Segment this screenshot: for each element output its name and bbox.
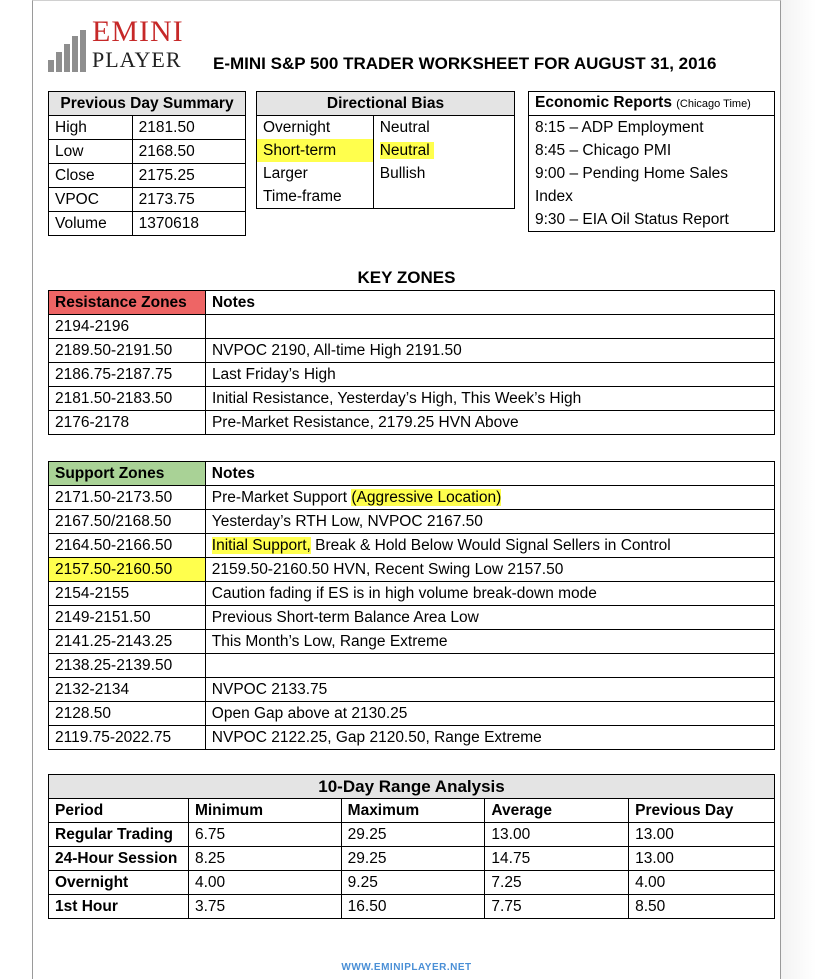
list-item (529, 162, 775, 185)
page-title: E-MINI S&P 500 TRADER WORKSHEET FOR AUGUST 31, 2016 (213, 54, 717, 73)
table-row (257, 162, 515, 185)
page-shadow (781, 0, 816, 979)
table-row (49, 510, 775, 534)
zone-cell: 2181.50-2183.50 (49, 387, 206, 411)
economic-item: 8:45 – Chicago PMI (529, 139, 775, 162)
zone-cell: 2149-2151.50 (49, 606, 206, 630)
value-cell: 29.25 (341, 847, 485, 871)
note-cell: Previous Short-term Balance Area Low (205, 606, 774, 630)
value-cell: 13.00 (629, 847, 775, 871)
zone-cell-highlighted: 2157.50-2160.50 (49, 558, 206, 582)
key-zones-title: KEY ZONES (357, 268, 456, 287)
zone-cell: 2186.75-2187.75 (49, 363, 206, 387)
note-cell: Last Friday’s High (205, 363, 774, 387)
note-cell (205, 486, 774, 510)
resistance-table (48, 290, 775, 435)
note-cell: Open Gap above at 2130.25 (205, 702, 774, 726)
cell-label: Overnight (257, 116, 374, 140)
column-header: Average (485, 799, 629, 823)
cell-value: 2175.25 (132, 164, 245, 188)
logo-line1: EMINI (92, 15, 184, 48)
previous-day-header: Previous Day Summary (49, 92, 246, 116)
value-cell: 9.25 (341, 871, 485, 895)
economic-reports-header (529, 92, 775, 116)
note-cell: Pre-Market Resistance, 2179.25 HVN Above (205, 411, 774, 435)
directional-bias-header: Directional Bias (257, 92, 515, 116)
cell-label: Larger (257, 162, 374, 185)
note-text: Break & Hold Below Would Signal Sellers in Control (310, 536, 671, 554)
zone-cell: 2194-2196 (49, 315, 206, 339)
value-cell: 13.00 (629, 823, 775, 847)
table-row (49, 726, 775, 750)
logo-bars-icon (48, 30, 92, 72)
cell-value: 2173.75 (132, 188, 245, 212)
zone-cell: 2154-2155 (49, 582, 206, 606)
table-row (49, 363, 775, 387)
zone-cell: 2141.25-2143.25 (49, 630, 206, 654)
previous-day-table (48, 91, 246, 236)
range-analysis-table (48, 774, 775, 919)
zone-cell: 2164.50-2166.50 (49, 534, 206, 558)
support-table (48, 461, 775, 750)
table-row (49, 164, 246, 188)
zone-cell: 2128.50 (49, 702, 206, 726)
cell-label: Volume (49, 212, 133, 236)
highlighted-value: Neutral (380, 142, 434, 159)
cell-label: High (49, 116, 133, 140)
economic-item: Index (529, 185, 775, 208)
value-cell: 4.00 (188, 871, 341, 895)
period-cell: Overnight (49, 871, 189, 895)
economic-item: 8:15 – ADP Employment (529, 116, 775, 140)
period-cell: 1st Hour (49, 895, 189, 919)
table-row (49, 678, 775, 702)
period-cell: Regular Trading (49, 823, 189, 847)
value-cell: 16.50 (341, 895, 485, 919)
table-row (49, 871, 775, 895)
cell-value (373, 139, 514, 162)
cell-value: Bullish (373, 162, 514, 185)
zone-cell: 2189.50-2191.50 (49, 339, 206, 363)
table-row (257, 116, 515, 140)
note-cell: Initial Resistance, Yesterday’s High, This Week’s High (205, 387, 774, 411)
period-cell: 24-Hour Session (49, 847, 189, 871)
economic-reports-note: (Chicago Time) (676, 98, 751, 110)
table-row (49, 702, 775, 726)
table-row (49, 212, 246, 236)
table-row (49, 558, 775, 582)
note-highlight: Initial Support, (211, 536, 311, 554)
range-header-row (49, 799, 775, 823)
zone-cell: 2138.25-2139.50 (49, 654, 206, 678)
resistance-header: Resistance Zones (49, 291, 206, 315)
economic-reports-title: Economic Reports (535, 94, 672, 111)
table-row (49, 654, 775, 678)
table-row (257, 185, 515, 209)
note-cell: This Month’s Low, Range Extreme (205, 630, 774, 654)
value-cell: 6.75 (188, 823, 341, 847)
table-row (49, 895, 775, 919)
footer-link[interactable]: WWW.EMINIPLAYER.NET (341, 962, 472, 973)
zone-cell: 2171.50-2173.50 (49, 486, 206, 510)
table-row (49, 140, 246, 164)
table-row (49, 606, 775, 630)
economic-item: 9:00 – Pending Home Sales (529, 162, 775, 185)
column-header: Minimum (188, 799, 341, 823)
cell-value: 1370618 (132, 212, 245, 236)
cell-value: 2181.50 (132, 116, 245, 140)
column-header: Period (49, 799, 189, 823)
cell-value: 2168.50 (132, 140, 245, 164)
table-row (257, 139, 515, 162)
support-notes-header: Notes (205, 462, 774, 486)
cell-label: Low (49, 140, 133, 164)
list-item (529, 139, 775, 162)
value-cell: 13.00 (485, 823, 629, 847)
table-row (49, 411, 775, 435)
logo-line2: PLAYER (92, 47, 182, 72)
note-cell: Yesterday’s RTH Low, NVPOC 2167.50 (205, 510, 774, 534)
table-row (49, 582, 775, 606)
note-cell: 2159.50-2160.50 HVN, Recent Swing Low 2157.50 (205, 558, 774, 582)
note-cell: Caution fading if ES is in high volume break-down mode (205, 582, 774, 606)
zone-cell: 2119.75-2022.75 (49, 726, 206, 750)
zone-cell: 2132-2134 (49, 678, 206, 702)
note-cell (205, 654, 774, 678)
table-row (49, 339, 775, 363)
value-cell: 8.25 (188, 847, 341, 871)
table-row (49, 630, 775, 654)
list-item (529, 185, 775, 208)
value-cell: 14.75 (485, 847, 629, 871)
table-row (49, 534, 775, 558)
economic-reports-table (528, 91, 775, 232)
value-cell: 7.75 (485, 895, 629, 919)
note-text: Pre-Market Support (211, 488, 352, 506)
table-row (49, 116, 246, 140)
table-row (49, 387, 775, 411)
table-row (49, 188, 246, 212)
table-row (49, 823, 775, 847)
list-item (529, 208, 775, 232)
cell-label: Close (49, 164, 133, 188)
cell-value: Neutral (373, 116, 514, 140)
value-cell: 8.50 (629, 895, 775, 919)
cell-label-highlighted: Short-term (257, 139, 374, 162)
note-cell: NVPOC 2190, All-time High 2191.50 (205, 339, 774, 363)
value-cell: 7.25 (485, 871, 629, 895)
value-cell: 4.00 (629, 871, 775, 895)
note-cell (205, 315, 774, 339)
cell-label: VPOC (49, 188, 133, 212)
resistance-notes-header: Notes (205, 291, 774, 315)
value-cell: 3.75 (188, 895, 341, 919)
cell-value (373, 185, 514, 209)
table-row (49, 847, 775, 871)
directional-bias-table (256, 91, 515, 209)
support-header: Support Zones (49, 462, 206, 486)
range-analysis-title: 10-Day Range Analysis (49, 775, 775, 799)
table-row (49, 315, 775, 339)
table-row (49, 486, 775, 510)
zone-cell: 2167.50/2168.50 (49, 510, 206, 534)
note-highlight: (Aggressive Location) (351, 488, 502, 506)
economic-item: 9:30 – EIA Oil Status Report (529, 208, 775, 232)
cell-label: Time-frame (257, 185, 374, 209)
value-cell: 29.25 (341, 823, 485, 847)
zone-cell: 2176-2178 (49, 411, 206, 435)
list-item (529, 116, 775, 140)
logo (48, 14, 198, 74)
column-header: Previous Day (629, 799, 775, 823)
note-cell: NVPOC 2133.75 (205, 678, 774, 702)
column-header: Maximum (341, 799, 485, 823)
note-cell (205, 534, 774, 558)
note-cell: NVPOC 2122.25, Gap 2120.50, Range Extreme (205, 726, 774, 750)
